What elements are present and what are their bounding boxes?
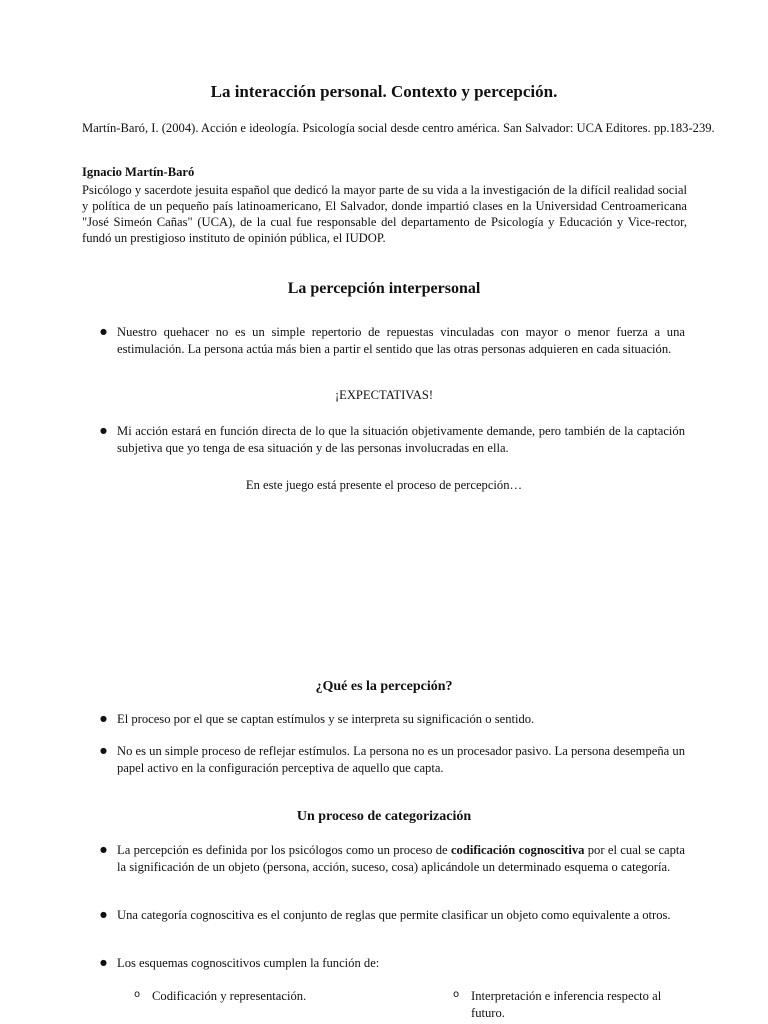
list-item — [117, 842, 685, 875]
list-item: ● Mi acción estará en función directa de lo que la situación objetivamente demande, pero también de la captación subjetiva que yo tenga de esa situación y de las personas involucradas en ella. — [117, 423, 685, 456]
list-item: ● Una categoría cognoscitiva es el conjunto de reglas que permite clasificar un objeto como equivalente a otros. — [117, 907, 685, 924]
heading-que-es-percepcion: ¿Qué es la percepción? — [315, 679, 453, 694]
emphasis-text: codificación cognoscitiva — [450, 843, 585, 857]
list-item: ● No es un simple proceso de reflejar estímulos. La persona no es un procesador pasivo. La persona desempeña un papel activo en la configuración perceptiva de aquello que capta. — [117, 743, 685, 776]
heading-percepcion-interpersonal: La percepción interpersonal — [287, 280, 481, 297]
sub-list-item: o Interpretación e inferencia respecto al futuro. — [471, 988, 691, 1021]
author-bio: Psicólogo y sacerdote jesuita español que dedicó la mayor parte de su vida a la investigación de la difícil realidad social y política de un pequeño país latinoamericano, El Salvador, donde impartió clases en la Universidad Centroamericana "José Simeón Cañas" (UCA), de la cual fue responsable del departamento de Psicología y Educación y Vice-rector, fundó un prestigioso instituto de opinión pública, el IUDOP. — [82, 183, 687, 245]
heading-proceso-categorizacion: Un proceso de categorización — [296, 809, 472, 824]
expectativas-note: ¡EXPECTATIVAS! — [334, 388, 434, 402]
list-item-text: por el cual se capta la significación de un objeto (persona, acción, suceso, cosa) aplicándole un determinado esquema o categoría. — [117, 843, 686, 874]
document-title: La interacción personal. Contexto y percepción. — [210, 82, 558, 101]
list-item: ● Los esquemas cognoscitivos cumplen la función de: — [117, 955, 685, 972]
author-name: Ignacio Martín-Baró — [82, 165, 195, 179]
list-item: ● Nuestro quehacer no es un simple repertorio de repuestas vinculadas con mayor o menor fuerza a una estimulación. La persona actúa más bien a partir el sentido que las otras personas adquieren en cada situación. — [117, 324, 685, 357]
percepcion-note: En este juego está presente el proceso de percepción… — [245, 478, 523, 492]
list-item-text: La percepción es definida por los psicólogos como un proceso de — [117, 843, 451, 857]
list-item: ● El proceso por el que se captan estímulos y se interpreta su significación o sentido. — [117, 711, 685, 728]
citation: Martín-Baró, I. (2004). Acción e ideología. Psicología social desde centro américa. San Salvador: UCA Editores. pp.183-239. — [82, 121, 715, 135]
sub-list-item: o Codificación y representación. — [152, 988, 412, 1005]
